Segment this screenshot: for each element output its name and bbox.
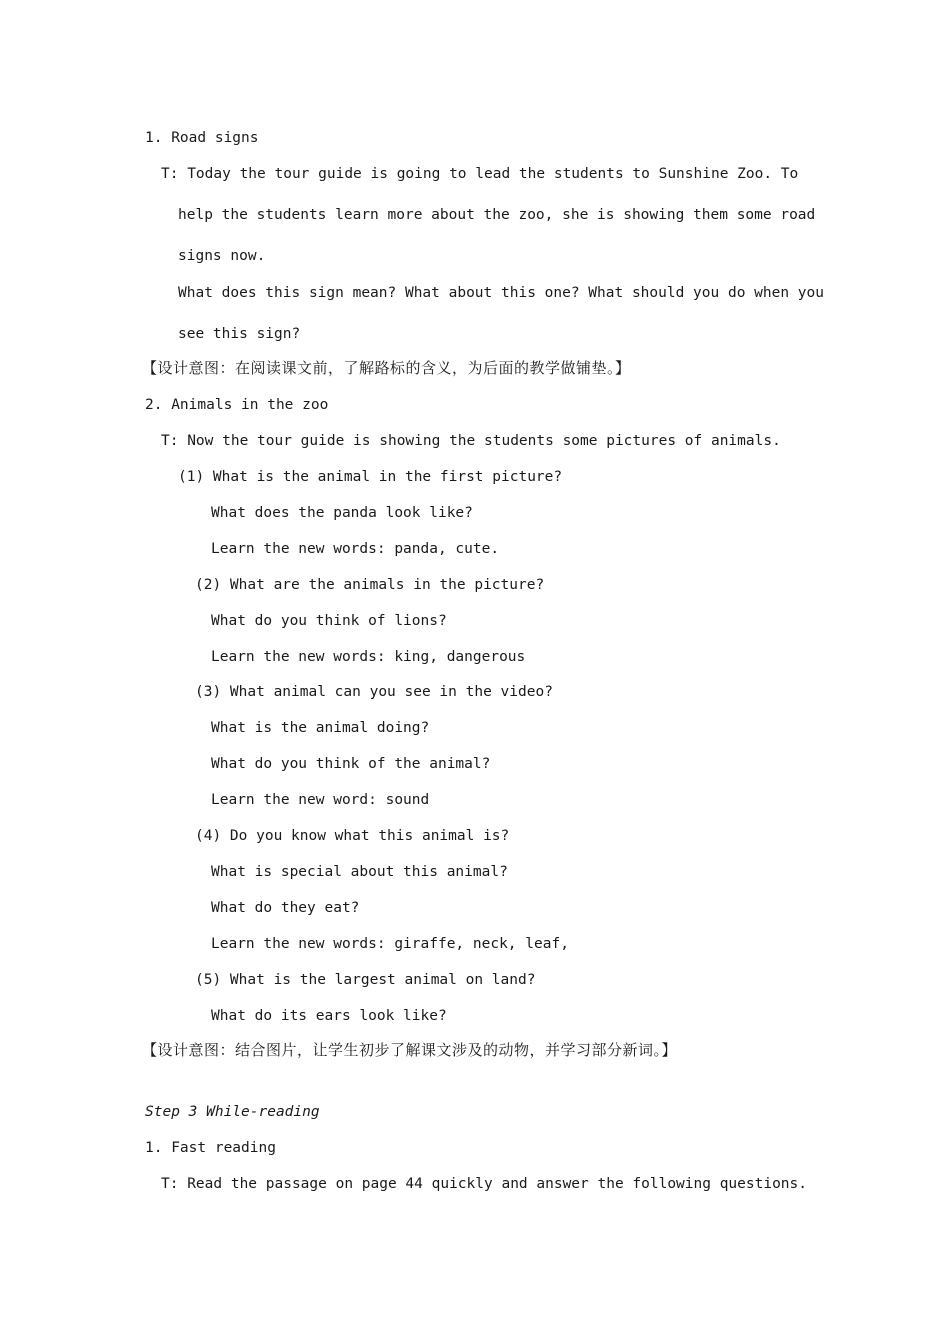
question-lead: (5) What is the largest animal on land? (195, 972, 536, 988)
question-follow: What does the panda look like? (211, 505, 473, 521)
question-lead: (2) What are the animals in the picture? (195, 577, 545, 593)
question-follow: What do you think of the animal? (211, 756, 491, 772)
question-follow: What do they eat? (211, 900, 360, 916)
design-note: 【设计意图：结合图片，让学生初步了解课文涉及的动物，并学习部分新词。】 (142, 1041, 678, 1059)
question-follow: What is the animal doing? (211, 720, 430, 736)
question-lead: (1) What is the animal in the first picture? (178, 469, 563, 485)
step-title: Step 3 While-reading (145, 1104, 320, 1120)
teacher-text-line: T: Now the tour guide is showing the students some pictures of animals. (161, 433, 781, 449)
question-follow: Learn the new words: king, dangerous (211, 649, 526, 665)
teacher-text-line: help the students learn more about the zoo, she is showing them some road (178, 207, 816, 223)
teacher-text-line: T: Read the passage on page 44 quickly and answer the following questions. (161, 1176, 808, 1192)
question-lead: (3) What animal can you see in the video? (195, 684, 553, 700)
question-follow: Learn the new word: sound (211, 792, 430, 808)
question-follow: Learn the new words: panda, cute. (211, 541, 500, 557)
question-follow: What do its ears look like? (211, 1008, 447, 1024)
section-heading-fast-reading: 1. Fast reading (145, 1140, 276, 1156)
teacher-text-line: T: Today the tour guide is going to lead the students to Sunshine Zoo. To (161, 166, 799, 182)
question-follow: What do you think of lions? (211, 613, 447, 629)
question-lead: (4) Do you know what this animal is? (195, 828, 510, 844)
question-follow: What is special about this animal? (211, 864, 508, 880)
teacher-text-line: see this sign? (178, 326, 301, 342)
teacher-text-line: signs now. (178, 248, 266, 264)
section-heading-animals: 2. Animals in the zoo (145, 397, 329, 413)
design-note: 【设计意图：在阅读课文前，了解路标的含义，为后面的教学做铺垫。】 (142, 359, 631, 377)
section-heading-road-signs: 1. Road signs (145, 130, 259, 146)
teacher-text-line: What does this sign mean? What about this one? What should you do when you (178, 285, 825, 301)
question-follow: Learn the new words: giraffe, neck, leaf, (211, 936, 569, 952)
